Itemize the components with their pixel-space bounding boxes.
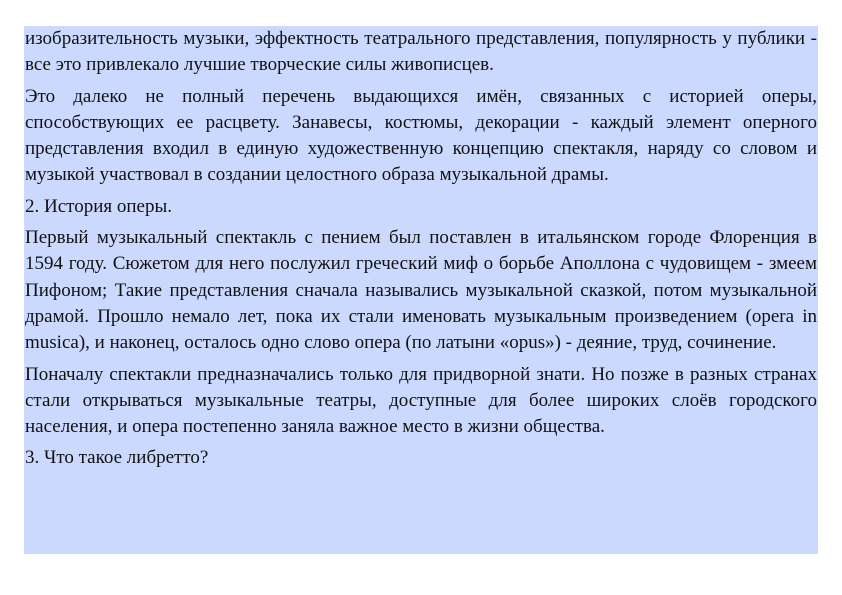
text-block <box>24 26 818 554</box>
section-heading-history: 2. История оперы. <box>25 195 172 217</box>
paragraph-opera-names: Это далеко не полный перечень выдающихся имён, связанных с историей оперы, способствующих ее расцвету. Занавесы, костюмы, декорации - каждый элемент оперного представления входил в единую художественную концепцию спектакля, наряду со словом и музыкой участвовал в создании целостного образа музыкальной драмы. <box>25 85 817 186</box>
paragraph-first-spectacle: Первый музыкальный спектакль с пением был поставлен в итальянском городе Флоренция в 1594 году. Сюжетом для него послужил греческий миф о борьбе Аполлона с чудовищем - змеем Пифоном; Такие представления сначала назывались музыкальной сказкой, потом музыкальной драмой. Прошло немало лет, пока их стали именовать музыкальным произведением (opera in musica), и наконец, осталось одно слово опера (по латыни «opus») - деяние, труд, сочинение. <box>25 227 817 354</box>
paragraph-theatres: Поначалу спектакли предназначались только для придворной знати. Но позже в разных странах стали открываться музыкальные театры, доступные для более широких слоёв городского населения, и опера постепенно заняла важное место в жизни общества. <box>25 363 817 438</box>
paragraph-intro-continuation: изобразительность музыки, эффектность театрального представления, популярность у публики - все это привлекало лучшие творческие силы живописцев. <box>25 28 817 76</box>
section-heading-libretto: 3. Что такое либретто? <box>25 447 209 469</box>
